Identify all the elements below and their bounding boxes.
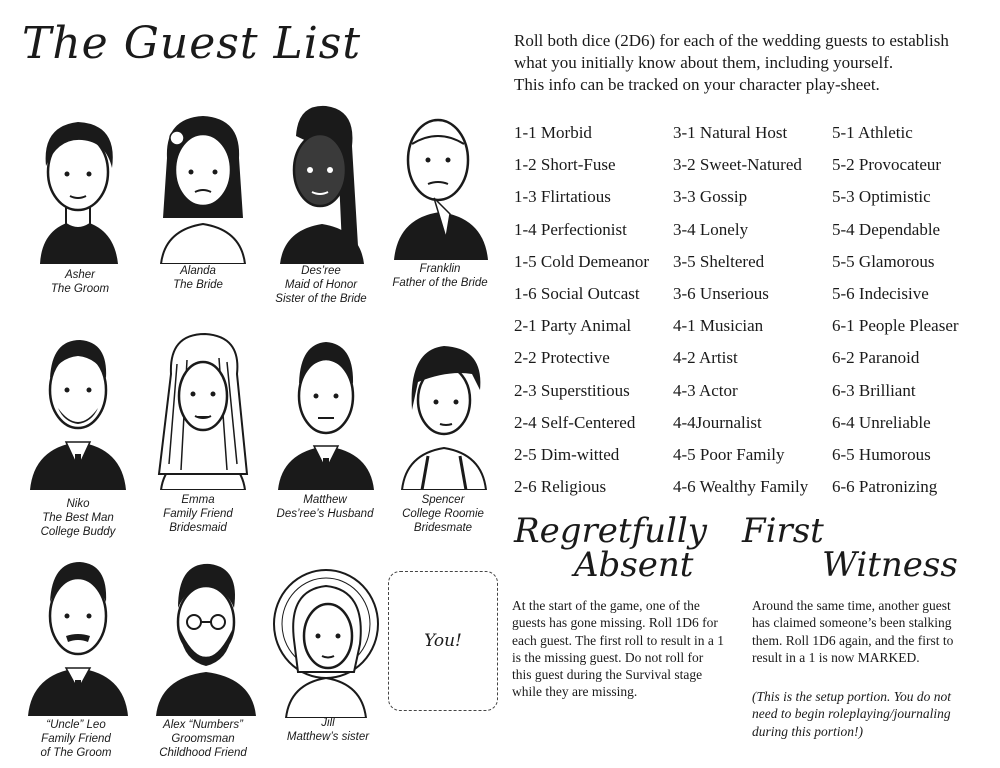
trait-item: 5-1 Athletic — [832, 123, 913, 142]
trait-item: 1-6 Social Outcast — [514, 283, 640, 303]
absent-line: this guest during the Survival stage — [512, 667, 703, 683]
absent-heading-line2: Absent — [574, 545, 694, 585]
trait-item: 6-3 Brilliant — [832, 380, 916, 400]
witness-heading-line1: First — [742, 511, 824, 551]
portrait-niko — [22, 318, 134, 490]
trait-column-3 — [832, 122, 959, 508]
trait-item: 1-3 Flirtatious — [514, 187, 611, 207]
guest-name: Spencer — [421, 494, 465, 506]
guest-role: Groomsman — [171, 733, 235, 745]
trait-item: 1-1 Morbid — [514, 123, 592, 142]
guest-name: Matthew — [303, 494, 347, 506]
guest-caption-desree — [256, 264, 386, 306]
guest-role: Maid of Honor — [284, 279, 358, 291]
guest-caption-emma — [148, 493, 248, 535]
guest-name: “Uncle” Leo — [46, 719, 106, 731]
absent-heading — [514, 511, 707, 585]
guest-name: Des’ree — [301, 265, 341, 277]
absent-line: is the missing guest. Do not roll for — [512, 649, 704, 665]
trait-item: 5-4 Dependable — [832, 219, 941, 239]
guest-role: College Buddy — [40, 526, 116, 538]
absent-line: At the start of the game, one of the — [512, 598, 700, 613]
witness-line: result in a 1 is now MARKED. — [752, 649, 920, 665]
guest-caption-franklin — [380, 262, 500, 290]
trait-item: 6-4 Unreliable — [832, 412, 931, 432]
guest-role: Family Friend — [163, 508, 233, 520]
page-title: The Guest List — [22, 18, 362, 69]
portrait-desree — [266, 96, 378, 264]
trait-item: 2-3 Superstitious — [514, 380, 630, 400]
guest-caption-spencer — [388, 493, 498, 535]
trait-item: 4-3 Actor — [673, 380, 738, 400]
you-card — [388, 571, 498, 711]
portrait-emma — [147, 324, 259, 490]
intro-line: This info can be tracked on your character play-sheet. — [514, 75, 880, 94]
guest-role: Childhood Friend — [159, 747, 247, 759]
setup-note — [752, 688, 992, 740]
guest-name: Asher — [64, 269, 96, 281]
trait-item: 4-6 Wealthy Family — [673, 477, 809, 497]
guest-role: Des’ree’s Husband — [276, 508, 374, 520]
trait-item: 6-1 People Pleaser — [832, 316, 959, 336]
portrait-asher — [22, 96, 134, 264]
guest-role: Bridesmaid — [169, 522, 227, 534]
guest-name: Franklin — [419, 263, 461, 275]
trait-item: 3-6 Unserious — [673, 283, 769, 303]
absent-text — [512, 597, 744, 701]
trait-item: 4-1 Musician — [673, 316, 764, 336]
trait-item: 4-4Journalist — [673, 412, 762, 432]
note-line: need to begin roleplaying/journaling — [752, 706, 951, 722]
note-line: (This is the setup portion. You do not — [752, 689, 952, 704]
trait-item: 3-5 Sheltered — [673, 251, 765, 271]
trait-item: 2-4 Self-Centered — [514, 412, 636, 432]
witness-line: has claimed someone’s been stalking — [752, 615, 952, 631]
trait-item: 5-6 Indecisive — [832, 283, 929, 303]
guest-role: of The Groom — [40, 747, 112, 759]
absent-heading-line1: Regretfully — [514, 511, 707, 551]
guest-role: The Best Man — [42, 512, 114, 524]
guest-name: Jill — [321, 717, 335, 729]
trait-column-1 — [514, 122, 649, 508]
guest-caption-jill — [270, 716, 386, 744]
guest-caption-asher — [30, 268, 130, 296]
trait-item: 4-2 Artist — [673, 348, 738, 368]
portrait-matthew — [270, 326, 382, 490]
guest-role: The Bride — [173, 279, 223, 291]
trait-item: 5-3 Optimistic — [832, 187, 931, 207]
witness-line: them. Roll 1D6 again, and the first to — [752, 632, 954, 648]
guest-role: Father of the Bride — [392, 277, 488, 289]
trait-item: 6-6 Patronizing — [832, 477, 938, 497]
portrait-spencer — [388, 330, 500, 490]
portrait-uncle-leo — [22, 548, 134, 716]
trait-item: 2-2 Protective — [514, 348, 610, 368]
guest-role: Matthew’s sister — [286, 731, 370, 743]
absent-line: each guest. The first roll to result in a 1 — [512, 632, 724, 648]
guest-role: Bridesmate — [413, 522, 473, 534]
absent-line: guests has gone missing. Roll 1D6 for — [512, 615, 718, 631]
guest-role: Family Friend — [41, 733, 111, 745]
trait-column-2 — [673, 122, 808, 508]
absent-line: while they are missing. — [512, 684, 638, 700]
trait-item: 5-5 Glamorous — [832, 251, 935, 271]
trait-item: 4-5 Poor Family — [673, 444, 785, 464]
note-line: during this portion!) — [752, 723, 864, 739]
guest-role: The Groom — [50, 283, 110, 295]
guest-caption-alanda — [148, 264, 248, 292]
guest-name: Niko — [66, 498, 90, 510]
trait-item: 1-5 Cold Demeanor — [514, 251, 650, 271]
witness-heading-line2: Witness — [822, 545, 958, 585]
trait-item: 6-2 Paranoid — [832, 348, 920, 368]
witness-line: Around the same time, another guest — [752, 598, 951, 613]
guest-caption-alex — [148, 718, 258, 760]
trait-item: 3-2 Sweet-Natured — [673, 155, 802, 175]
trait-item: 1-2 Short-Fuse — [514, 155, 616, 175]
guest-name: Alanda — [180, 265, 216, 277]
trait-item: 3-1 Natural Host — [673, 123, 788, 142]
you-label: You! — [424, 631, 462, 651]
portrait-alex — [150, 552, 262, 716]
intro-line: Roll both dice (2D6) for each of the wedding guests to establish — [514, 31, 949, 50]
guest-role: Sister of the Bride — [275, 293, 367, 305]
trait-item: 2-1 Party Animal — [514, 316, 632, 336]
trait-item: 3-3 Gossip — [673, 187, 748, 207]
guest-caption-matthew — [265, 493, 385, 521]
witness-text — [752, 597, 992, 666]
guest-role: College Roomie — [402, 508, 484, 520]
intro-line: what you initially know about them, including yourself. — [514, 53, 894, 72]
trait-item: 6-5 Humorous — [832, 444, 931, 464]
intro-text — [514, 30, 984, 96]
portrait-jill — [268, 560, 384, 718]
portrait-franklin — [384, 98, 496, 260]
guest-name: Emma — [181, 494, 215, 506]
trait-item: 1-4 Perfectionist — [514, 219, 627, 239]
trait-item: 3-4 Lonely — [673, 219, 749, 239]
portrait-alanda — [147, 98, 259, 264]
guest-name: Alex “Numbers” — [163, 719, 243, 731]
witness-heading — [742, 511, 958, 585]
trait-item: 5-2 Provocateur — [832, 155, 942, 175]
trait-item: 2-5 Dim-witted — [514, 444, 620, 464]
guest-caption-niko — [28, 497, 128, 539]
trait-item: 2-6 Religious — [514, 477, 607, 497]
guest-caption-uncle-leo — [26, 718, 126, 760]
